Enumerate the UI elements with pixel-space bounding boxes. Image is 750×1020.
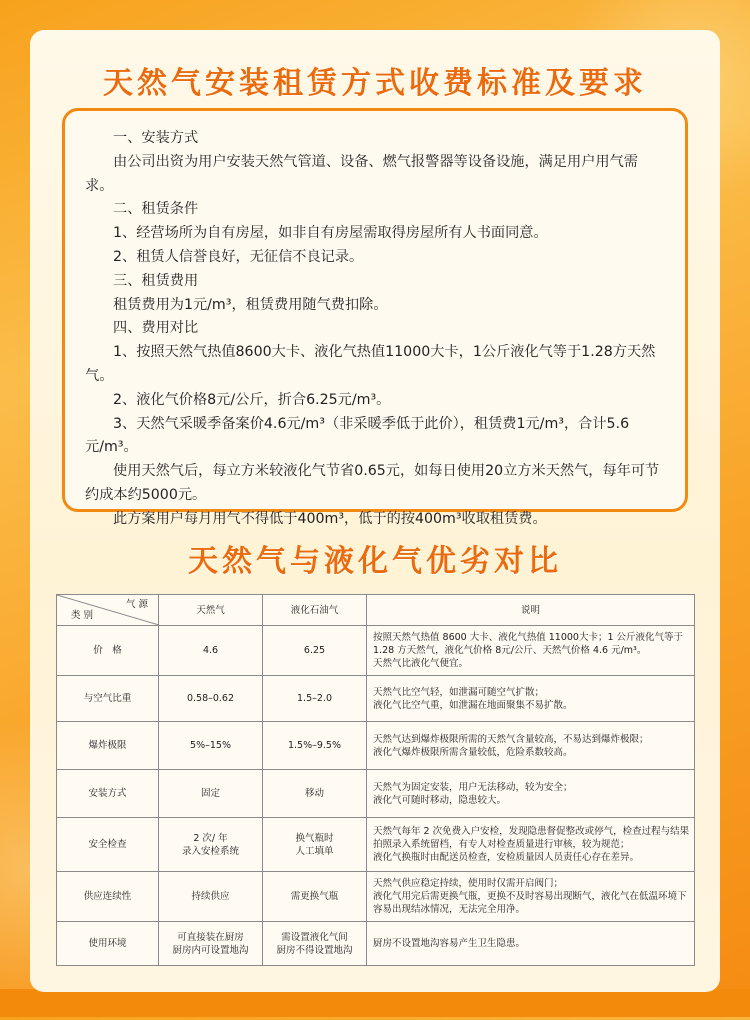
desc-line: 天然气为固定安装，用户无法移动，较为安全； [373,781,573,793]
table-row [57,922,695,966]
ng-line: 厨房内可设置地沟 [172,944,249,956]
row-category: 价 格 [57,626,159,676]
section-heading: 一、安装方式 [113,130,199,146]
corner-label-category: 类 别 [71,610,94,621]
ng-cell: 4.6 [159,626,263,676]
lpg-cell [263,818,367,872]
table-row [57,722,695,770]
section-text: 2、租赁人信誉良好，无征信不良记录。 [113,248,364,265]
table-row [57,818,695,872]
table-row [57,872,695,922]
corner-label-source: 气 源 [125,599,148,610]
section-text: 3、天然气采暖季备案价4.6元/m³（非采暖季低于此价），租赁费1元/m³，合计5.6元/m³。 [85,415,630,456]
section-text: 1、按照天然气热值8600大卡、液化气热值11000大卡，1公斤液化气等于1.28方天然气。 [85,344,656,384]
ng-cell: 持续供应 [159,872,263,922]
ng-cell [159,818,263,872]
desc-cell [367,626,695,676]
table-row [57,770,695,818]
section-text: 租赁费用为1元/m³，租赁费用随气费扣除。 [113,296,388,313]
desc-cell [367,872,695,922]
lpg-cell: 移动 [263,770,367,818]
desc-cell [367,770,695,818]
desc-cell [367,818,695,872]
corner-header-cell [57,595,159,626]
section-heading: 二、租赁条件 [113,201,199,218]
lpg-line: 换气瓶时 [295,832,334,844]
desc-line: 液化气可随时移动，隐患较大。 [373,794,507,806]
ng-line: 可直接装在厨房 [177,931,244,943]
row-category: 供应连续性 [57,872,159,922]
section-text: 使用天然气后，每立方米较液化气节省0.65元，如每日使用20立方米天然气，每年可节约成本约5000元。 [85,463,660,503]
ng-line: 录入安检系统 [181,845,239,857]
ng-cell: 5%–15% [159,722,263,770]
table-row [57,626,695,676]
desc-line: 液化气换瓶时由配送员检查，安检质量因人员责任心存在差异。 [373,852,640,863]
row-category: 安装方式 [57,770,159,818]
column-header-lpg: 液化石油气 [263,595,367,626]
desc-line: 按照天然气热值 8600 大卡、液化气热值 11000大卡；1 公斤液化气等于 1.28 方天然气，液化气价格 8元/公斤、天然气价格 4.6 元/m³。 [373,632,684,656]
lpg-cell: 6.25 [263,626,367,676]
row-category: 爆炸极限 [57,722,159,770]
lpg-line: 人工填单 [295,845,334,857]
section-heading: 四、费用对比 [113,320,199,337]
desc-line: 天然气供应稳定持续，使用时仅需开启阀门； [373,878,564,889]
desc-line: 厨房不设置地沟容易产生卫生隐患。 [373,938,526,949]
rules-box [62,108,688,527]
desc-line: 天然气达到爆炸极限所需的天然气含量较高，不易达到爆炸极限； [373,733,649,745]
lpg-cell: 1.5–2.0 [263,676,367,722]
column-header-desc: 说明 [367,595,695,626]
lpg-line: 厨房不得设置地沟 [276,944,353,956]
table-header-row [57,595,695,626]
section-text: 2、液化气价格8元/公斤，折合6.25元/m³。 [113,391,391,408]
section-text: 此方案用户每月用气不得低于400m³，低于的按400m³收取租赁费。 [113,510,547,527]
compare-title: 天然气与液化气优劣对比 [188,544,562,579]
desc-line: 天然气比空气轻，如泄漏可随空气扩散； [373,686,545,698]
comparison-table [56,594,695,966]
desc-cell [367,922,695,966]
table-row [57,676,695,722]
ng-line: 2 次/ 年 [193,832,228,844]
desc-cell [367,676,695,722]
ng-cell [159,922,263,966]
lpg-cell [263,922,367,966]
desc-line: 液化气用完后需更换气瓶，更换不及时容易出现断气，液化气在低温环境下容易出现结冰情况，无法完全用净。 [373,891,687,915]
row-category: 与空气比重 [57,676,159,722]
desc-line: 天然气比液化气便宜。 [373,658,469,669]
section-text: 1、经营场所为自有房屋，如非自有房屋需取得房屋所有人书面同意。 [113,225,548,242]
column-header-ng: 天然气 [159,595,263,626]
desc-line: 天然气每年 2 次免费入户安检，发现隐患督促整改或停气，检查过程与结果拍照录入系统留档，有专人对检查质量进行审核，较为规范； [373,826,690,850]
bottom-band [0,989,750,1017]
row-category: 使用环境 [57,922,159,966]
lpg-line: 需设置液化气间 [281,931,348,943]
lpg-cell: 1.5%–9.5% [263,722,367,770]
row-category: 安全检查 [57,818,159,872]
desc-line: 液化气比空气重，如泄漏在地面聚集不易扩散。 [373,699,573,711]
desc-cell [367,722,695,770]
section-text: 由公司出资为用户安装天然气管道、设备、燃气报警器等设备设施，满足用户用气需求。 [85,153,638,194]
ng-cell: 0.58–0.62 [159,676,263,722]
desc-line: 液化气爆炸极限所需含量较低，危险系数较高。 [373,746,573,758]
lpg-cell: 需更换气瓶 [263,872,367,922]
ng-cell: 固定 [159,770,263,818]
page-title: 天然气安装租赁方式收费标准及要求 [103,66,647,101]
section-heading: 三、租赁费用 [113,272,199,289]
